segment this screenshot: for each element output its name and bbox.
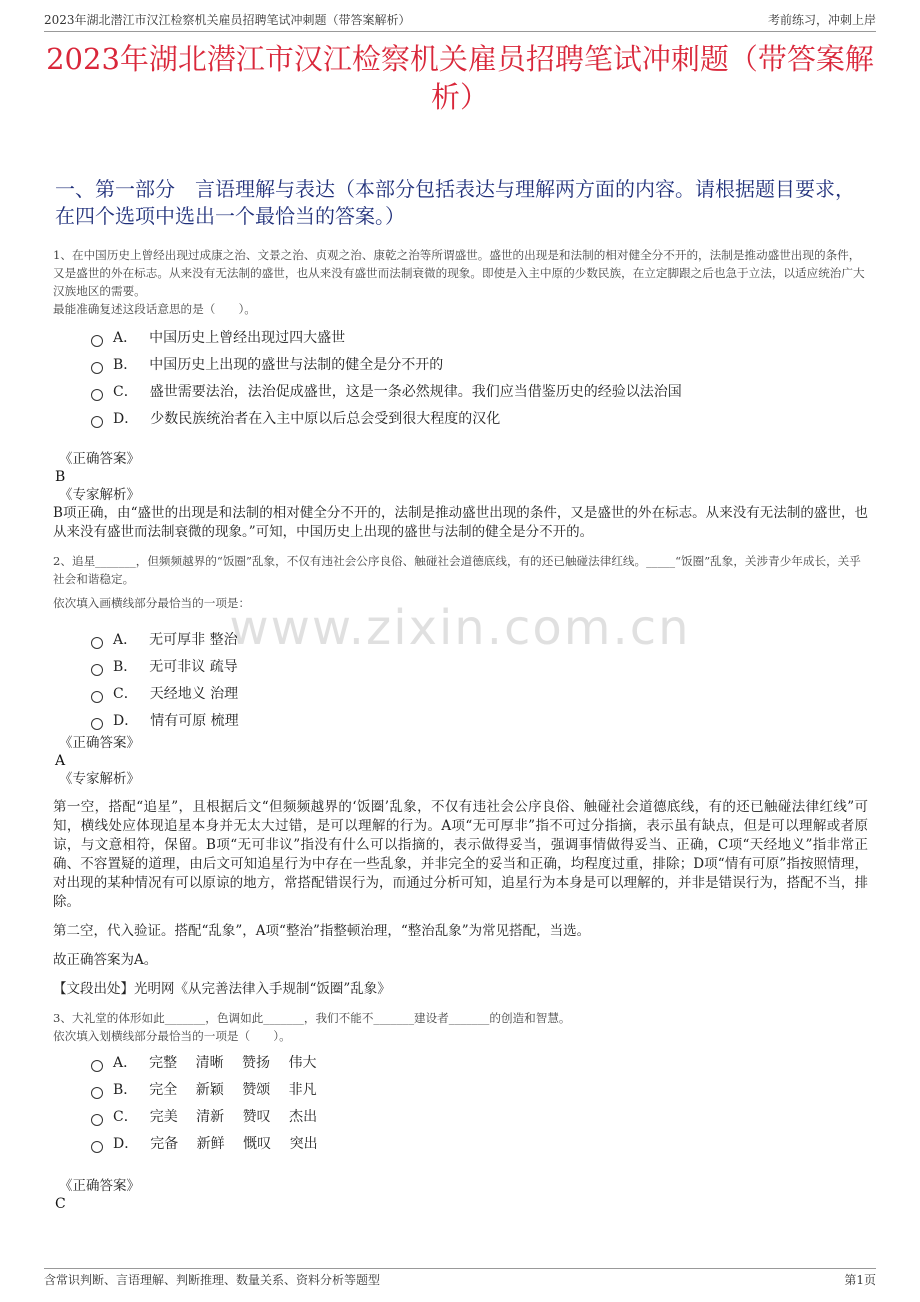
answer-value: C (55, 1196, 66, 1212)
page-footer (44, 1268, 876, 1290)
option-letter: A． (113, 329, 138, 346)
analysis-label: 《专家解析》 (59, 487, 140, 503)
option-text: 无可厚非 整治 (149, 631, 238, 648)
radio-icon[interactable] (91, 1087, 103, 1099)
radio-icon[interactable] (91, 664, 103, 676)
answer-label: 《正确答案》 (59, 1178, 140, 1194)
question-1-stem: 1、在中国历史上曾经出现过成康之治、文景之治、贞观之治、康乾之治等所谓盛世。盛世的出现是和法制的相对健全分不开的，法制是推动盛世出现的条件，又是盛世的外在标志。从来没有无法制的盛世，也从来没有盛世而法制衰微的现象。即使是入主中原的少数民族，在立定脚跟之后也急于立法，以适应统治广大汉族地区的需要。 (53, 248, 865, 298)
radio-icon[interactable] (91, 718, 103, 730)
option-b[interactable] (91, 351, 868, 378)
option-text: 中国历史上出现的盛世与法制的健全是分不开的 (149, 356, 444, 373)
option-letter: C． (113, 1108, 138, 1125)
analysis-paragraph-1: 第一空，搭配“追星”，且根据后文“但频频越界的‘饭圈’乱象，不仅有违社会公序良俗、触碰社会道德底线，有的还已触碰法律红线”可知，横线处应体现追星本身并无太大过错，是可以理解的行为。A项“无可厚非”指不可过分指摘，表示虽有缺点，但是可以理解或者原谅，与文意相符，保留。B项“无可非议”指没有什么可以指摘的，表示做得妥当，强调事情做得妥当、正确，C项“天经地义”指非常正确、不容置疑的道理，由后文可知追星行为中存在一些乱象，并非完全的妥当和正确，均程度过重，排除；D项“情有可原”指按照情理，对出现的某种情况有可以原谅的地方，常搭配错误行为，而通过分析可知，追星行为本身是可以理解的，并非是错误行为，搭配不当，排除。 (53, 799, 868, 910)
radio-icon[interactable] (91, 637, 103, 649)
question-list (53, 246, 868, 1213)
option-a[interactable] (91, 626, 868, 653)
analysis-paragraph-2: 第二空，代入验证。搭配“乱象”，A项“整治”指整顿治理，“整治乱象”为常见搭配，当选。 (53, 923, 591, 939)
option-letter: C． (113, 685, 138, 702)
option-letter: B． (113, 356, 138, 373)
question-3 (53, 1009, 868, 1213)
radio-icon[interactable] (91, 1060, 103, 1072)
option-text: 天经地义 治理 (149, 685, 239, 702)
radio-icon[interactable] (91, 691, 103, 703)
option-letter: B． (113, 658, 138, 675)
footer-question-types: 含常识判断、言语理解、判断推理、数量关系、资料分析等题型 (44, 1273, 381, 1287)
option-a[interactable] (91, 324, 868, 351)
option-text: 情有可原 梳理 (150, 712, 239, 729)
option-text: 完美 清新 赞叹 杰出 (149, 1108, 318, 1125)
header-doc-title: 2023年湖北潜江市汉江检察机关雇员招聘笔试冲刺题（带答案解析） (44, 13, 411, 27)
answer-label: 《正确答案》 (59, 451, 140, 467)
option-c[interactable] (91, 680, 868, 707)
analysis-label: 《专家解析》 (59, 771, 140, 787)
document-title: 2023年湖北潜江市汉江检察机关雇员招聘笔试冲刺题（带答案解析） (46, 42, 874, 114)
section-heading: 一、第一部分 言语理解与表达（本部分包括表达与理解两方面的内容。请根据题目要求，在四个选项中选出一个最恰当的答案。） (55, 177, 855, 228)
answer-value: B (55, 469, 66, 485)
option-text: 完全 新颖 赞颂 非凡 (149, 1081, 317, 1098)
answer-label: 《正确答案》 (59, 735, 140, 751)
question-2-options (53, 626, 868, 734)
option-text: 无可非议 疏导 (149, 658, 238, 675)
page-header (44, 8, 876, 32)
question-2 (53, 552, 868, 999)
question-2-prompt: 依次填入画横线部分最恰当的一项是： (53, 596, 251, 610)
question-2-stem: 2、追星_______，但频频越界的“饭圈”乱象，不仅有违社会公序良俗、触碰社会道德底线，有的还已触碰法律红线。_____“饭圈”乱象，关涉青少年成长，关乎社会和谐稳定。 (53, 554, 861, 586)
question-1 (53, 246, 868, 542)
radio-icon[interactable] (91, 1114, 103, 1126)
option-c[interactable] (91, 378, 868, 405)
option-a[interactable] (91, 1049, 868, 1076)
option-b[interactable] (91, 1076, 868, 1103)
option-b[interactable] (91, 653, 868, 680)
question-1-prompt: 最能准确复述这段话意思的是（ ）。 (53, 302, 256, 316)
question-1-options (53, 324, 868, 432)
radio-icon[interactable] (91, 1141, 103, 1153)
radio-icon[interactable] (91, 335, 103, 347)
option-d[interactable] (91, 405, 868, 432)
option-letter: D． (113, 1135, 139, 1152)
option-letter: C． (113, 383, 138, 400)
option-text: 少数民族统治者在入主中原以后总会受到很大程度的汉化 (150, 410, 501, 427)
option-text: 中国历史上曾经出现过四大盛世 (149, 329, 346, 346)
option-letter: B． (113, 1081, 138, 1098)
option-letter: A． (113, 631, 138, 648)
question-3-options (53, 1049, 868, 1157)
analysis-paragraph-3: 故正确答案为A。 (53, 952, 158, 968)
option-d[interactable] (91, 707, 868, 734)
answer-value: A (55, 753, 66, 769)
option-text: 盛世需要法治，法治促成盛世，这是一条必然规律。我们应当借鉴历史的经验以法治国 (149, 383, 682, 400)
question-3-prompt: 依次填入划横线部分最恰当的一项是（ ）。 (53, 1029, 291, 1043)
watermark: www.zixin.com.cn (229, 600, 691, 656)
option-d[interactable] (91, 1130, 868, 1157)
option-c[interactable] (91, 1103, 868, 1130)
page-number: 第1页 (844, 1273, 876, 1287)
option-letter: D． (113, 410, 139, 427)
radio-icon[interactable] (91, 362, 103, 374)
question-3-stem: 3、大礼堂的体形如此_______，色调如此_______，我们不能不_______建设者_______的创造和智慧。 (53, 1011, 571, 1025)
option-letter: A． (113, 1054, 138, 1071)
analysis-source: 【文段出处】光明网《从完善法律入手规制“饭圈”乱象》 (53, 981, 391, 997)
option-text: 完整 清晰 赞扬 伟大 (149, 1054, 317, 1071)
header-slogan: 考前练习，冲刺上岸 (767, 13, 876, 27)
radio-icon[interactable] (91, 389, 103, 401)
analysis-text: B项正确，由“盛世的出现是和法制的相对健全分不开的，法制是推动盛世出现的条件，又是盛世的外在标志。从来没有无法制的盛世，也从来没有盛世而法制衰微的现象。”可知，中国历史上出现的盛世与法制的健全是分不开的。 (53, 505, 868, 540)
option-letter: D． (113, 712, 139, 729)
option-text: 完备 新鲜 慨叹 突出 (150, 1135, 318, 1152)
radio-icon[interactable] (91, 416, 103, 428)
